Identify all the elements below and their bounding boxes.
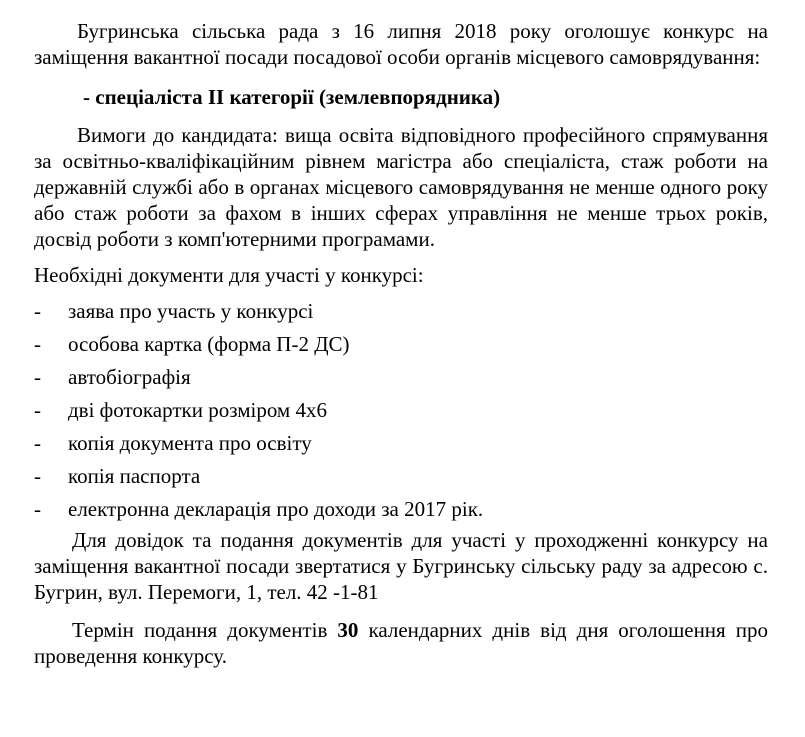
documents-list (34, 298, 768, 529)
list-item-text: автобіографія (68, 365, 191, 389)
contact-paragraph: Для довідок та подання документів для участі у проходженні конкурсу на заміщення вакантної посади звертатися у Бугринську сільську раду за адресою с. Бугрин, вул. Перемоги, 1, тел. 42 -1-81 (34, 528, 768, 604)
list-dash: - (34, 299, 41, 323)
deadline-paragraph (34, 617, 768, 669)
list-item-text: особова картка (форма П-2 ДС) (68, 332, 350, 356)
deadline-prefix: Термін подання документів (72, 618, 338, 642)
list-dash: - (34, 497, 41, 521)
list-dash: - (34, 332, 41, 356)
requirements-paragraph: Вимоги до кандидата: вища освіта відповідного професійного спрямування за освітньо-кваліфікаційним рівнем магістра або спеціаліста, стаж роботи на державній службі або в органах місцевого самоврядування не менше одного року або стаж роботи за фахом в інших сферах управління не менше трьох років, досвід роботи з комп'ютерними програмами. (34, 123, 768, 251)
list-item-text: заява про участь у конкурсі (68, 299, 314, 323)
list-item (34, 496, 768, 529)
list-item-text: копія паспорта (68, 464, 201, 488)
list-dash: - (34, 431, 41, 455)
intro-paragraph: Бугринська сільська рада з 16 липня 2018 року оголошує конкурс на заміщення вакантної посади посадової особи органів місцевого самоврядування: (34, 19, 768, 69)
position-title: - спеціаліста ІІ категорії (землевпорядника) (83, 85, 501, 109)
list-item (34, 430, 768, 463)
list-item (34, 331, 768, 364)
list-item (34, 364, 768, 397)
list-item-text: дві фотокартки розміром 4х6 (68, 398, 327, 422)
deadline-days: 30 (337, 618, 359, 642)
documents-heading: Необхідні документи для участі у конкурсі: (34, 263, 424, 287)
list-dash: - (34, 464, 41, 488)
deadline-suffix: календарних днів від дня оголошення про проведення конкурсу. (34, 618, 768, 668)
list-dash: - (34, 365, 41, 389)
list-item-text: електронна декларація про доходи за 2017 рік. (68, 497, 484, 521)
list-item (34, 298, 768, 331)
list-item-text: копія документа про освіту (68, 431, 312, 455)
list-item (34, 463, 768, 496)
list-item (34, 397, 768, 430)
list-dash: - (34, 398, 41, 422)
